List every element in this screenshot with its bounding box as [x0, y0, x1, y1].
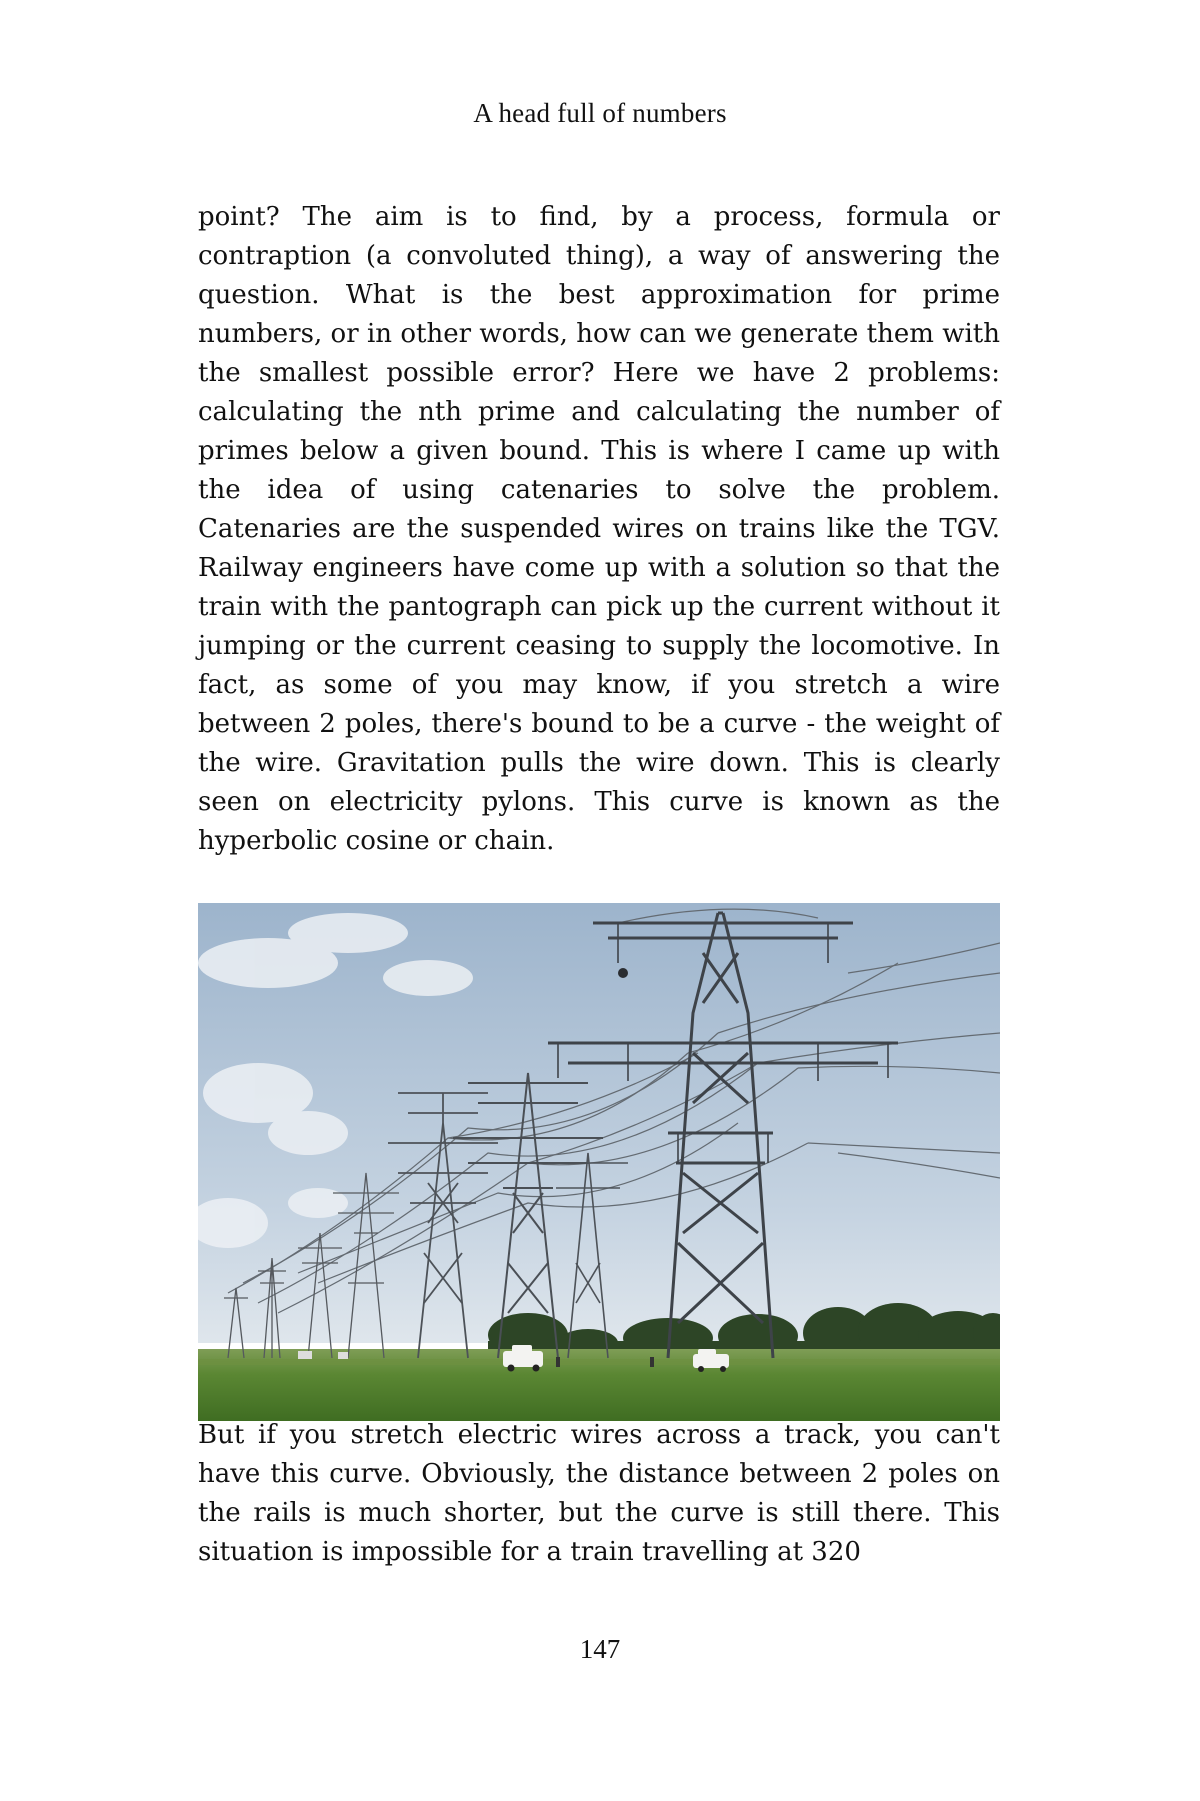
body-text-top	[198, 198, 1000, 861]
pylons-photo-illustration	[198, 903, 1000, 1421]
page-number: 147	[579, 1634, 621, 1664]
worker-figure	[618, 968, 628, 978]
body-text-bottom	[198, 1416, 1000, 1572]
running-head: A head full of numbers	[473, 98, 727, 128]
paragraph: point? The aim is to find, by a process, formula or contraption (a convoluted thing), a way of answering the question. What is the best approximation for prime numbers, or in other words, how can we generate them with the smallest possible error? Here we have 2 problems: calculating the nth prime and calculating the number of primes below a given bound. This is where I came up with the idea of using catenaries to solve the problem. Catenaries are the suspended wires on trains like the TGV. Railway engineers have come up with a solution so that the train with the pantograph can pick up the current without it jumping or the current ceasing to supply the locomotive. In fact, as some of you may know, if you stretch a wire between 2 poles, there's bound to be a curve - the weight of the wire. Gravitation pulls the wire down. This is clearly seen on electricity pylons. This curve is known as the hyperbolic cosine or chain.	[198, 202, 1000, 856]
pylons-photo	[198, 903, 1000, 1421]
paragraph: But if you stretch electric wires across a track, you can't have this curve. Obviously, the distance between 2 poles on the rails is much shorter, but the curve is still there. This situation is impossible for a train travelling at 320	[198, 1420, 1000, 1567]
